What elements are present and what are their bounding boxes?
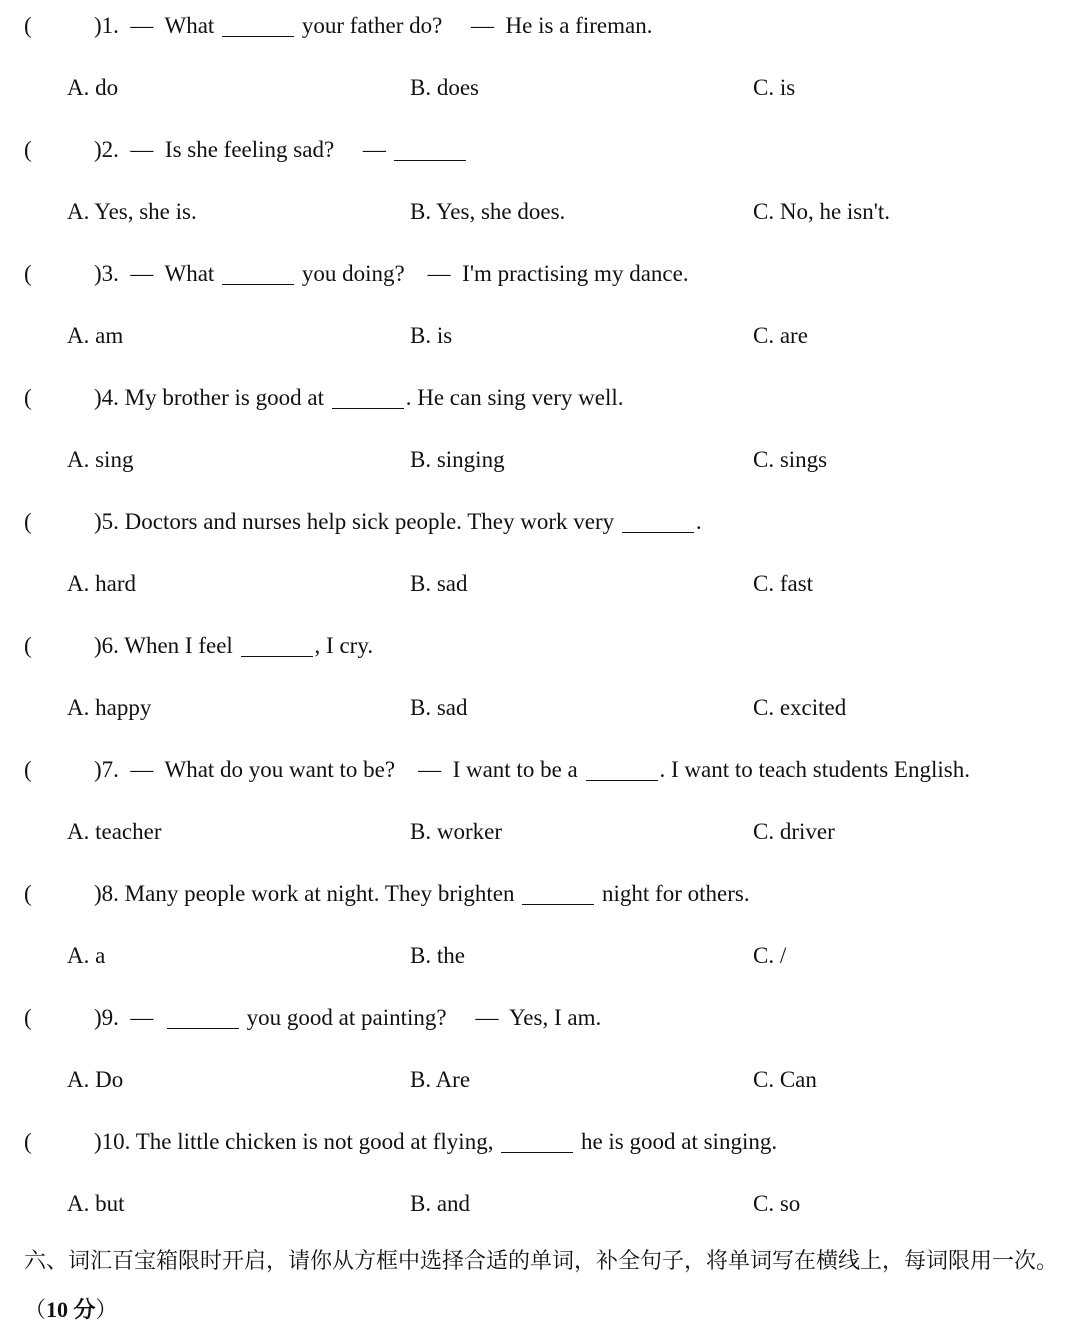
options-row bbox=[0, 192, 1080, 232]
stem-text-after: . He can sing very well. bbox=[405, 385, 624, 410]
option-c[interactable]: C. / bbox=[753, 943, 787, 968]
options-row bbox=[0, 936, 1080, 976]
question-8 bbox=[0, 874, 1080, 998]
stem-text-before: )6. When I feel bbox=[94, 633, 239, 658]
question-line bbox=[0, 626, 1080, 666]
question-stem bbox=[94, 874, 750, 914]
option-a[interactable]: A. am bbox=[67, 323, 124, 348]
stem-text-after: night for others. bbox=[596, 881, 750, 906]
stem-text-after: you doing? — I'm practising my dance. bbox=[296, 261, 689, 286]
options-row bbox=[0, 316, 1080, 356]
options-row bbox=[0, 688, 1080, 728]
option-c[interactable]: C. sings bbox=[753, 447, 828, 472]
question-6 bbox=[0, 626, 1080, 750]
options-row bbox=[0, 440, 1080, 480]
option-b[interactable]: B. sad bbox=[410, 571, 468, 596]
stem-text-before: )1. — What bbox=[94, 13, 221, 38]
stem-text-after: . I want to teach students English. bbox=[659, 757, 970, 782]
question-10 bbox=[0, 1122, 1080, 1246]
options-row bbox=[0, 1060, 1080, 1100]
question-5 bbox=[0, 502, 1080, 626]
fill-blank[interactable] bbox=[222, 258, 294, 285]
question-line bbox=[0, 998, 1080, 1038]
option-b[interactable]: B. the bbox=[410, 943, 465, 968]
stem-text-after: . bbox=[695, 509, 702, 534]
question-3 bbox=[0, 254, 1080, 378]
option-a[interactable]: A. a bbox=[67, 943, 106, 968]
option-b[interactable]: B. singing bbox=[410, 447, 505, 472]
question-line bbox=[0, 130, 1080, 170]
answer-paren[interactable]: ( bbox=[24, 881, 32, 906]
question-line bbox=[0, 6, 1080, 46]
option-c[interactable]: C. No, he isn't. bbox=[753, 199, 891, 224]
option-a[interactable]: A. teacher bbox=[67, 819, 162, 844]
option-b[interactable]: B. does bbox=[410, 75, 479, 100]
option-c[interactable]: C. Can bbox=[753, 1067, 817, 1092]
answer-paren[interactable]: ( bbox=[24, 1005, 32, 1030]
option-b[interactable]: B. Yes, she does. bbox=[410, 199, 566, 224]
question-stem bbox=[94, 130, 468, 170]
section-six-text: 六、词汇百宝箱限时开启，请你从方框中选择合适的单词，补全句子，将单词写在横线上，每词限用一次。（ bbox=[24, 1249, 1059, 1323]
question-line bbox=[0, 874, 1080, 914]
stem-text-before: )3. — What bbox=[94, 261, 221, 286]
stem-text-before: )4. My brother is good at bbox=[94, 385, 330, 410]
stem-text-before: )2. — Is she feeling sad? — bbox=[94, 137, 392, 162]
question-stem bbox=[94, 998, 601, 1038]
fill-blank[interactable] bbox=[332, 382, 404, 409]
stem-text-after: he is good at singing. bbox=[575, 1129, 778, 1154]
question-line bbox=[0, 254, 1080, 294]
question-stem bbox=[94, 254, 689, 294]
answer-paren[interactable]: ( bbox=[24, 509, 32, 534]
option-b[interactable]: B. is bbox=[410, 323, 453, 348]
stem-text-after: you good at painting? — Yes, I am. bbox=[240, 1005, 602, 1030]
option-a[interactable]: A. but bbox=[67, 1191, 125, 1216]
question-4 bbox=[0, 378, 1080, 502]
option-c[interactable]: C. are bbox=[753, 323, 808, 348]
options-row bbox=[0, 68, 1080, 108]
option-a[interactable]: A. Yes, she is. bbox=[67, 199, 197, 224]
question-1 bbox=[0, 6, 1080, 130]
question-line bbox=[0, 502, 1080, 542]
question-9 bbox=[0, 998, 1080, 1122]
fill-blank[interactable] bbox=[622, 506, 694, 533]
option-a[interactable]: A. sing bbox=[67, 447, 134, 472]
option-a[interactable]: A. do bbox=[67, 75, 119, 100]
options-row bbox=[0, 1184, 1080, 1224]
option-a[interactable]: A. Do bbox=[67, 1067, 124, 1092]
option-b[interactable]: B. sad bbox=[410, 695, 468, 720]
section-six-score: 10 分 bbox=[46, 1297, 96, 1322]
stem-text-before: )8. Many people work at night. They brighten bbox=[94, 881, 521, 906]
question-2 bbox=[0, 130, 1080, 254]
fill-blank[interactable] bbox=[522, 878, 594, 905]
options-row bbox=[0, 812, 1080, 852]
fill-blank[interactable] bbox=[167, 1002, 239, 1029]
answer-paren[interactable]: ( bbox=[24, 1129, 32, 1154]
option-c[interactable]: C. fast bbox=[753, 571, 814, 596]
question-line bbox=[0, 750, 1080, 790]
stem-text-after: your father do? — He is a fireman. bbox=[296, 13, 653, 38]
answer-paren[interactable]: ( bbox=[24, 13, 32, 38]
question-7 bbox=[0, 750, 1080, 874]
option-c[interactable]: C. excited bbox=[753, 695, 847, 720]
question-stem bbox=[94, 750, 970, 790]
stem-text-before: )7. — What do you want to be? — I want to be a bbox=[94, 757, 584, 782]
question-stem bbox=[94, 626, 373, 666]
question-line bbox=[0, 1122, 1080, 1162]
answer-paren[interactable]: ( bbox=[24, 757, 32, 782]
fill-blank[interactable] bbox=[586, 754, 658, 781]
question-line bbox=[0, 378, 1080, 418]
option-b[interactable]: B. worker bbox=[410, 819, 502, 844]
answer-paren[interactable]: ( bbox=[24, 261, 32, 286]
fill-blank[interactable] bbox=[394, 134, 466, 161]
options-row bbox=[0, 564, 1080, 604]
stem-text-before: )5. Doctors and nurses help sick people. They work very bbox=[94, 509, 620, 534]
option-c[interactable]: C. is bbox=[753, 75, 796, 100]
answer-paren[interactable]: ( bbox=[24, 385, 32, 410]
section-six-close: ） bbox=[95, 1298, 118, 1323]
option-a[interactable]: A. hard bbox=[67, 571, 136, 596]
option-b[interactable]: B. Are bbox=[410, 1067, 471, 1092]
question-stem bbox=[94, 378, 624, 418]
section-six-instructions bbox=[24, 1238, 1060, 1335]
stem-text-before: )9. — bbox=[94, 1005, 165, 1030]
answer-paren[interactable]: ( bbox=[24, 137, 32, 162]
question-stem bbox=[94, 1122, 777, 1162]
option-b[interactable]: B. and bbox=[410, 1191, 471, 1216]
fill-blank[interactable] bbox=[501, 1126, 573, 1153]
option-c[interactable]: C. so bbox=[753, 1191, 801, 1216]
option-a[interactable]: A. happy bbox=[67, 695, 152, 720]
stem-text-after: , I cry. bbox=[314, 633, 374, 658]
question-stem bbox=[94, 6, 652, 46]
fill-blank[interactable] bbox=[222, 10, 294, 37]
answer-paren[interactable]: ( bbox=[24, 633, 32, 658]
question-stem bbox=[94, 502, 702, 542]
option-c[interactable]: C. driver bbox=[753, 819, 835, 844]
fill-blank[interactable] bbox=[241, 630, 313, 657]
stem-text-before: )10. The little chicken is not good at flying, bbox=[94, 1129, 500, 1154]
